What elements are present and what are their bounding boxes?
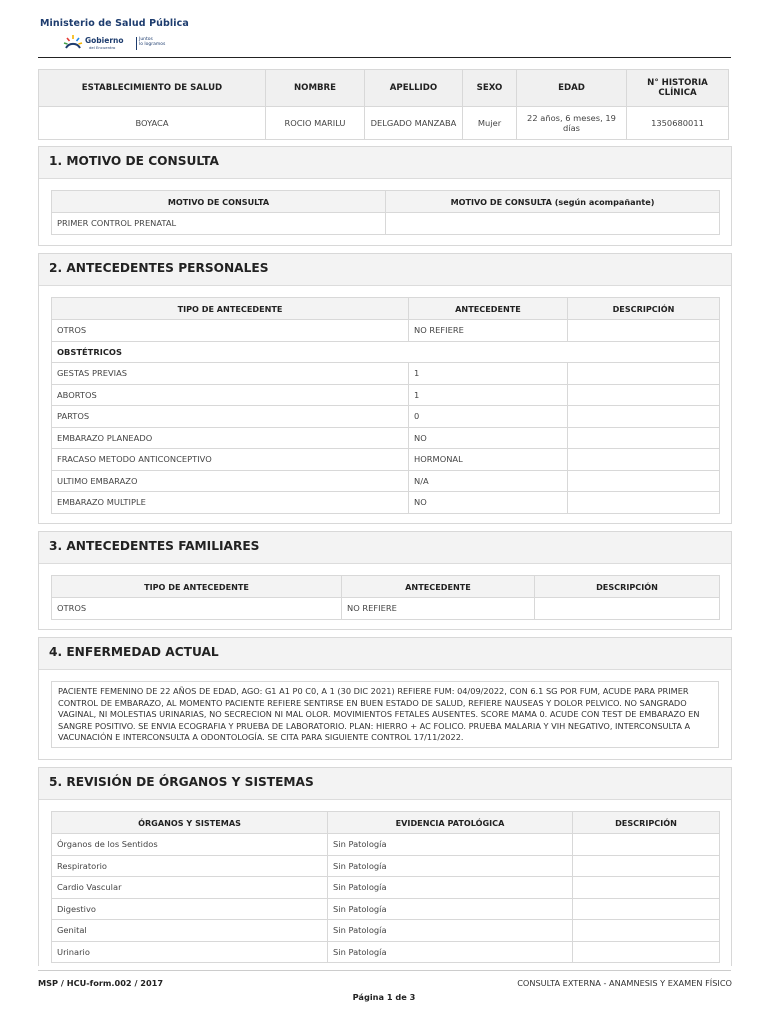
cell-motivo-acompanante	[386, 213, 720, 235]
gov-logo-slogan-line-1: Juntos	[139, 37, 153, 42]
table-row	[52, 213, 720, 235]
val-nombre: ROCIO MARILU	[266, 107, 365, 140]
gov-logo-slogan	[139, 37, 165, 47]
table-row	[52, 941, 720, 963]
table-row	[52, 320, 720, 342]
table-row	[52, 920, 720, 942]
table-row	[52, 427, 720, 449]
cell-evidencia: Sin Patología	[328, 834, 573, 856]
val-sexo: Mujer	[463, 107, 517, 140]
government-sun-icon	[62, 32, 84, 54]
table-header-row	[52, 576, 720, 598]
cell-evidencia: Sin Patología	[328, 855, 573, 877]
cell-organo: Respiratorio	[52, 855, 328, 877]
cell-tipo: EMBARAZO PLANEADO	[52, 427, 409, 449]
cell-tipo: OTROS	[52, 598, 342, 620]
cell-antecedente: NO REFIERE	[409, 320, 568, 342]
table-row	[52, 898, 720, 920]
col-descripcion: DESCRIPCIÓN	[573, 812, 720, 834]
section-title: 5. REVISIÓN DE ÓRGANOS Y SISTEMAS	[39, 768, 731, 800]
col-sexo: SEXO	[463, 70, 517, 107]
val-establecimiento: BOYACA	[39, 107, 266, 140]
cell-evidencia: Sin Patología	[328, 920, 573, 942]
cell-tipo: ABORTOS	[52, 384, 409, 406]
col-descripcion: DESCRIPCIÓN	[535, 576, 720, 598]
cell-tipo: PARTOS	[52, 406, 409, 428]
cell-descripcion	[568, 406, 720, 428]
cell-organo: Digestivo	[52, 898, 328, 920]
header-divider	[38, 57, 731, 58]
cell-evidencia: Sin Patología	[328, 877, 573, 899]
section-enfermedad-actual	[38, 637, 732, 760]
col-organos: ÓRGANOS Y SISTEMAS	[52, 812, 328, 834]
col-edad: EDAD	[517, 70, 627, 107]
cell-descripcion	[535, 598, 720, 620]
cell-antecedente: 1	[409, 363, 568, 385]
cell-antecedente: 0	[409, 406, 568, 428]
section-antecedentes-familiares	[38, 531, 732, 630]
table-row	[52, 384, 720, 406]
cell-descripcion	[573, 877, 720, 899]
gov-logo-main: Gobierno	[85, 36, 124, 45]
table-header-row	[52, 812, 720, 834]
section-antecedentes-personales	[38, 253, 732, 524]
table-row	[52, 877, 720, 899]
cell-descripcion	[573, 920, 720, 942]
cell-evidencia: Sin Patología	[328, 898, 573, 920]
cell-descripcion	[568, 363, 720, 385]
col-antecedente: ANTECEDENTE	[342, 576, 535, 598]
col-motivo-acompanante: MOTIVO DE CONSULTA (según acompañante)	[386, 191, 720, 213]
group-label: OBSTÉTRICOS	[52, 341, 720, 363]
gov-logo-slogan-line-2: lo logramos	[139, 42, 166, 47]
cell-descripcion	[573, 855, 720, 877]
enfermedad-actual-text: PACIENTE FEMENINO DE 22 AÑOS DE EDAD, AGO: G1 A1 P0 C0, A 1 (30 DIC 2021) REFIERE FUM: 04/09/2022, CON 6.1 SG POR FUM, ACUDE PARA PRIMER CONTROL DE EMBARAZO, AL MOMENTO PACIENTE REFIERE SENTIRSE EN BUEN ESTADO DE SALUD, REFIERE NAUSEAS Y DOLOR PELVICO. NO SANGRADO VAGINAL, NI MOLESTIAS URINARIAS, NO SECRECION NI MAL OLOR. MOVIMIENTOS FETALES AUSENTES. SCORE MAMA 0. ACUDE CON TEST DE EMBARAZO EN SANGRE POSITIVO. SE ENVIA ECOGRAFIA Y PRUEBA DE LABORATORIO. PLAN: HIERRO + AC FOLICO. PRUEBA MALARIA Y VIH NEGATIVO, INTERCONSULTA A VACUNACIÓN E INTERCONSULTA A ODONTOLOGÍA. SE CITA PARA SIGUIENTE CONTROL 17/11/2022.	[51, 681, 719, 748]
col-nombre: NOMBRE	[266, 70, 365, 107]
cell-organo: Cardio Vascular	[52, 877, 328, 899]
col-apellido: APELLIDO	[365, 70, 463, 107]
table-row	[52, 598, 720, 620]
cell-descripcion	[573, 898, 720, 920]
cell-evidencia: Sin Patología	[328, 941, 573, 963]
page-number: Página 1 de 3	[352, 992, 416, 1002]
cell-tipo: FRACASO METODO ANTICONCEPTIVO	[52, 449, 409, 471]
revision-organos-table	[51, 811, 720, 963]
table-row	[52, 449, 720, 471]
cell-motivo: PRIMER CONTROL PRENATAL	[52, 213, 386, 235]
form-id: MSP / HCU-form.002 / 2017	[38, 978, 164, 988]
footer-divider	[38, 970, 731, 971]
table-row	[52, 363, 720, 385]
patient-values-row	[39, 107, 729, 140]
form-name: CONSULTA EXTERNA - ANAMNESIS Y EXAMEN FÍSICO	[517, 978, 732, 988]
cell-organo: Órganos de los Sentidos	[52, 834, 328, 856]
col-motivo: MOTIVO DE CONSULTA	[52, 191, 386, 213]
patient-header-row	[39, 70, 729, 107]
cell-descripcion	[568, 449, 720, 471]
cell-antecedente: HORMONAL	[409, 449, 568, 471]
table-row	[52, 855, 720, 877]
col-tipo: TIPO DE ANTECEDENTE	[52, 576, 342, 598]
section-motivo-consulta	[38, 146, 732, 246]
antecedentes-familiares-table	[51, 575, 720, 620]
government-logo	[62, 32, 192, 54]
table-row	[52, 470, 720, 492]
cell-tipo: GESTAS PREVIAS	[52, 363, 409, 385]
motivo-table	[51, 190, 720, 235]
col-historia: N° HISTORIA CLÍNICA	[627, 70, 729, 107]
logo-divider	[136, 37, 137, 50]
val-apellido: DELGADO MANZABA	[365, 107, 463, 140]
table-row	[52, 834, 720, 856]
cell-antecedente: NO	[409, 492, 568, 514]
table-header-row	[52, 298, 720, 320]
cell-tipo: ULTIMO EMBARAZO	[52, 470, 409, 492]
cell-descripcion	[568, 470, 720, 492]
cell-antecedente: N/A	[409, 470, 568, 492]
antecedentes-personales-table	[51, 297, 720, 514]
cell-descripcion	[568, 492, 720, 514]
cell-antecedente: 1	[409, 384, 568, 406]
cell-tipo: EMBARAZO MULTIPLE	[52, 492, 409, 514]
cell-descripcion	[568, 320, 720, 342]
col-antecedente: ANTECEDENTE	[409, 298, 568, 320]
cell-tipo: OTROS	[52, 320, 409, 342]
table-row	[52, 406, 720, 428]
col-tipo: TIPO DE ANTECEDENTE	[52, 298, 409, 320]
section-title: 4. ENFERMEDAD ACTUAL	[39, 638, 731, 670]
patient-info-table	[38, 69, 729, 140]
val-historia: 1350680011	[627, 107, 729, 140]
cell-antecedente: NO REFIERE	[342, 598, 535, 620]
cell-organo: Genital	[52, 920, 328, 942]
col-descripcion: DESCRIPCIÓN	[568, 298, 720, 320]
section-title: 1. MOTIVO DE CONSULTA	[39, 147, 731, 179]
section-title: 3. ANTECEDENTES FAMILIARES	[39, 532, 731, 564]
table-header-row	[52, 191, 720, 213]
table-row	[52, 492, 720, 514]
section-revision-organos	[38, 767, 732, 966]
section-title: 2. ANTECEDENTES PERSONALES	[39, 254, 731, 286]
group-row	[52, 341, 720, 363]
page-header	[40, 18, 740, 58]
gov-logo-sub: del Encuentro	[89, 45, 116, 50]
cell-descripcion	[568, 384, 720, 406]
cell-antecedente: NO	[409, 427, 568, 449]
val-edad: 22 años, 6 meses, 19 días	[517, 107, 627, 140]
cell-descripcion	[573, 941, 720, 963]
col-evidencia: EVIDENCIA PATOLÓGICA	[328, 812, 573, 834]
ministry-name: Ministerio de Salud Pública	[40, 18, 189, 29]
col-establecimiento: ESTABLECIMIENTO DE SALUD	[39, 70, 266, 107]
cell-descripcion	[568, 427, 720, 449]
cell-organo: Urinario	[52, 941, 328, 963]
cell-descripcion	[573, 834, 720, 856]
